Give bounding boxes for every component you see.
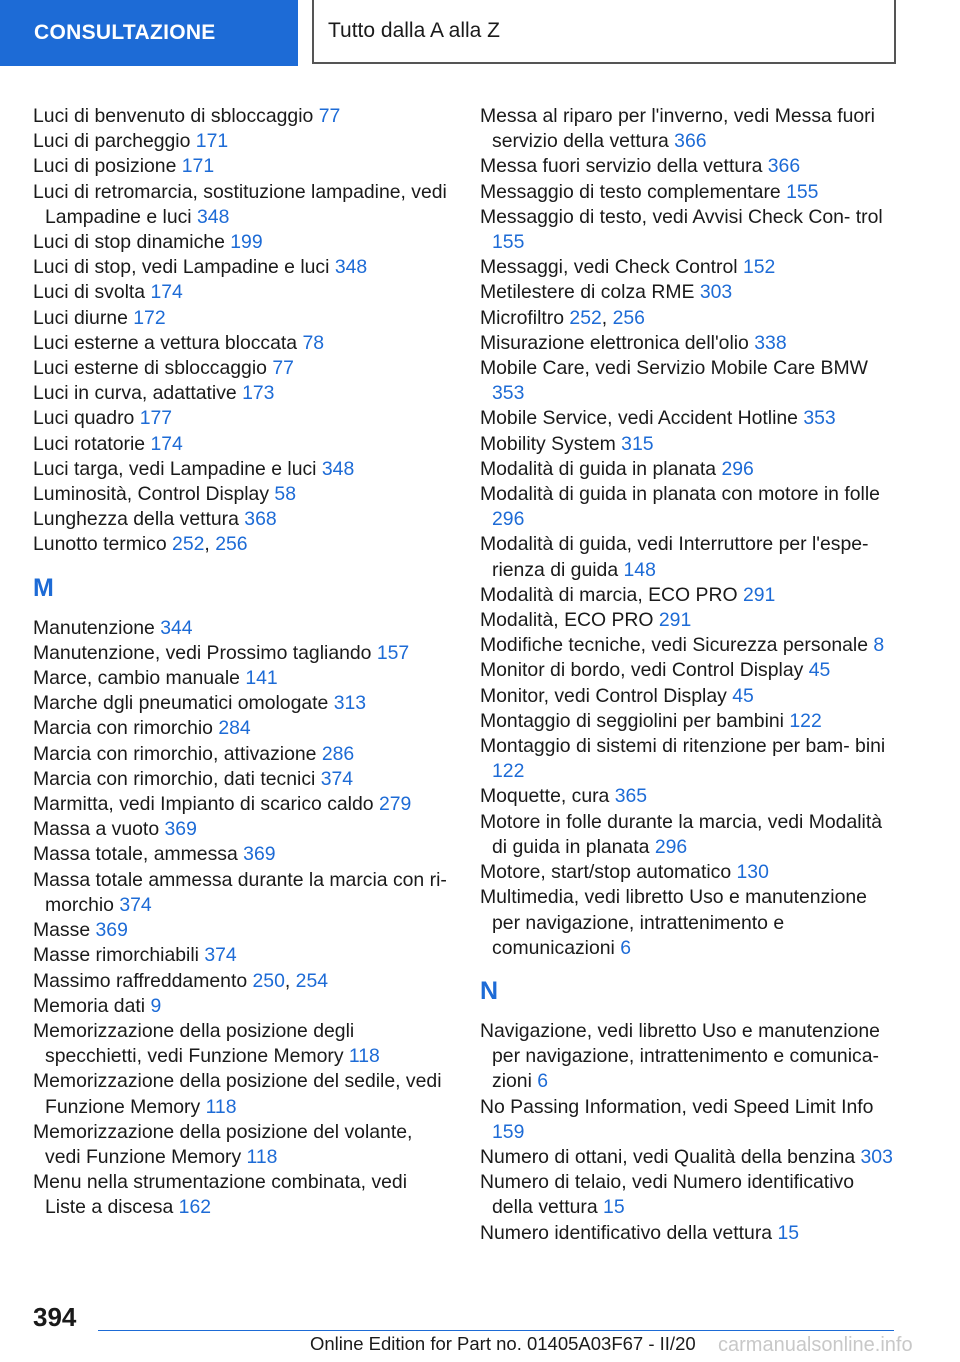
index-entry-text: Montaggio di sistemi di ritenzione per bam- bini <box>480 735 886 758</box>
page-ref-link[interactable]: 256 <box>215 533 248 556</box>
index-entry-text: Modifiche tecniche, vedi Sicurezza personale <box>480 634 869 657</box>
index-entry-text: Multimedia, vedi libretto Uso e manutenzione per navigazione, intrattenimento e comunicazioni <box>480 886 867 959</box>
page-ref-link[interactable]: 122 <box>492 760 525 783</box>
page-ref-link[interactable]: 171 <box>181 155 215 178</box>
index-entry-text: Massa totale ammessa durante la marcia con ri- morchio <box>33 868 447 916</box>
index-entry-text: Masse rimorchiabili <box>33 944 199 967</box>
index-entry <box>33 457 448 482</box>
index-entry-text: No Passing Information, vedi Speed Limit Info <box>480 1095 874 1118</box>
index-entry-text: Navigazione, vedi libretto Uso e manutenzione per navigazione, intrattenimento e comunica- zioni <box>480 1019 880 1093</box>
index-entry <box>33 994 448 1019</box>
page-ref-link[interactable]: 291 <box>658 609 692 632</box>
page-ref-link[interactable]: 118 <box>246 1145 278 1168</box>
index-entry <box>33 716 448 741</box>
index-entry <box>33 1170 448 1220</box>
edition-label: Online Edition for Part no. 01405A03F67 - II/20 <box>310 1333 696 1354</box>
index-entry <box>33 154 448 179</box>
page-ref-link[interactable]: 15 <box>777 1221 800 1244</box>
index-entry <box>33 943 448 968</box>
index-entry-text: Motore, start/stop automatico <box>480 861 732 884</box>
index-entry-text: Marcia con rimorchio, dati tecnici <box>33 767 316 790</box>
index-entry-text: Messaggi, vedi Check Control <box>480 256 738 279</box>
index-entry-text: Marce, cambio manuale <box>33 667 240 690</box>
index-entry <box>33 691 448 716</box>
index-entry <box>480 180 900 205</box>
page-ref-link[interactable]: 77 <box>272 357 294 380</box>
page-ref-separator: , <box>601 306 613 329</box>
index-entry <box>33 969 448 994</box>
index-entry-text: Lunghezza della vettura <box>33 508 239 531</box>
index-entry <box>33 331 448 356</box>
page-ref-link[interactable]: 252 <box>172 533 205 556</box>
index-entry <box>33 1069 448 1119</box>
page-ref-link[interactable]: 353 <box>803 407 836 430</box>
index-entry-text: Menu nella strumentazione combinata, vedi Liste a discesa <box>33 1171 408 1219</box>
index-entry-text: Lunotto termico <box>33 533 167 556</box>
page-ref-link[interactable]: 45 <box>808 659 831 682</box>
page-ref-link[interactable]: 174 <box>150 432 183 455</box>
page-ref-link[interactable]: 256 <box>612 306 645 329</box>
page-ref-link[interactable]: 252 <box>569 306 602 329</box>
page-ref-link[interactable]: 6 <box>537 1070 549 1093</box>
index-entry <box>480 860 900 885</box>
page-ref-link[interactable]: 366 <box>767 155 801 178</box>
index-entry-text: Luci di stop, vedi Lampadine e luci <box>33 256 330 279</box>
page-ref-link[interactable]: 315 <box>621 432 654 455</box>
index-entry <box>33 868 448 918</box>
index-entry <box>33 230 448 255</box>
index-entry-text: Marche dgli pneumatici omologate <box>33 692 329 715</box>
index-entry <box>480 406 900 431</box>
page-ref-link[interactable]: 369 <box>95 919 128 942</box>
page-ref-link[interactable]: 118 <box>205 1095 237 1118</box>
page-ref-link[interactable]: 296 <box>492 508 525 531</box>
page-ref-link[interactable]: 348 <box>197 205 230 228</box>
index-entry-text: Luci diurne <box>33 306 128 329</box>
page-ref-link[interactable]: 374 <box>204 944 237 967</box>
index-entry <box>33 792 448 817</box>
index-entry-text: Luminosità, Control Display <box>33 483 270 506</box>
index-entry <box>33 918 448 943</box>
index-entry-text: Numero di ottani, vedi Qualità della benzina <box>480 1145 856 1168</box>
page-ref-link[interactable]: 296 <box>721 457 754 480</box>
index-entry <box>33 381 448 406</box>
index-entry-text: Luci rotatorie <box>33 432 146 455</box>
index-entry-text: Numero identificativo della vettura <box>480 1221 773 1244</box>
index-entry-text: Luci targa, vedi Lampadine e luci <box>33 457 317 480</box>
index-entry <box>480 432 900 457</box>
page-ref-link[interactable]: 174 <box>150 281 183 304</box>
index-entry <box>33 129 448 154</box>
index-entry-text: Luci esterne di sbloccaggio <box>33 357 267 380</box>
index-entry <box>480 457 900 482</box>
index-entry <box>33 817 448 842</box>
index-entry-text: Memoria dati <box>33 994 146 1017</box>
index-entry-text: Manutenzione <box>33 616 155 639</box>
index-entry <box>480 154 900 179</box>
index-entry <box>33 742 448 767</box>
index-entry-text: Messa al riparo per l'inverno, vedi Messa fuori servizio della vettura <box>480 105 875 153</box>
page-ref-link[interactable]: 368 <box>244 508 277 531</box>
index-entry-text: Montaggio di seggiolini per bambini <box>480 709 784 732</box>
index-letter-heading: N <box>480 976 499 1005</box>
index-entry-text: Mobile Service, vedi Accident Hotline <box>480 407 798 430</box>
page-ref-link[interactable]: 348 <box>321 457 355 480</box>
index-entry <box>480 280 900 305</box>
page-number: 394 <box>33 1302 77 1332</box>
page-ref-link[interactable]: 141 <box>245 667 278 690</box>
index-entry <box>33 532 448 557</box>
page-header <box>0 0 960 66</box>
index-column-left <box>33 104 448 1221</box>
index-entry-text: Luci di svolta <box>33 281 146 304</box>
index-column-right <box>480 104 900 1246</box>
index-entry-text: Memorizzazione della posizione del volante, vedi Funzione Memory <box>33 1120 413 1168</box>
page-ref-link[interactable]: 15 <box>603 1196 625 1219</box>
index-entry <box>480 658 900 683</box>
page-ref-link[interactable]: 313 <box>333 692 367 715</box>
index-entry <box>480 1019 900 1095</box>
page-ref-link[interactable]: 279 <box>378 793 412 816</box>
index-entry <box>480 482 900 532</box>
page-ref-link[interactable]: 78 <box>302 331 325 354</box>
index-entry <box>33 666 448 691</box>
index-entry <box>480 306 900 331</box>
page-ref-link[interactable]: 303 <box>860 1145 893 1168</box>
index-entry-text: Messaggio di testo complementare <box>480 180 781 203</box>
index-entry <box>33 180 448 230</box>
index-entry-text: Metilestere di colza RME <box>480 281 695 304</box>
index-entry-text: Manutenzione, vedi Prossimo tagliando <box>33 641 372 664</box>
index-entry <box>33 842 448 867</box>
index-entry-text: Memorizzazione della posizione del sedile, vedi Funzione Memory <box>33 1070 442 1118</box>
index-entry <box>480 633 900 658</box>
page-ref-link[interactable]: 374 <box>320 767 354 790</box>
page-ref-link[interactable]: 369 <box>243 843 276 866</box>
index-entry <box>33 1019 448 1069</box>
page-ref-link[interactable]: 130 <box>736 861 769 884</box>
index-entry-text: Mobility System <box>480 432 616 455</box>
index-entry-text: Monitor di bordo, vedi Control Display <box>480 659 804 682</box>
index-entry <box>480 104 900 154</box>
index-entry <box>33 104 448 129</box>
index-entry <box>33 1120 448 1170</box>
index-entry <box>33 356 448 381</box>
index-entry <box>480 810 900 860</box>
page-ref-link[interactable]: 250 <box>252 969 285 992</box>
page-ref-link[interactable]: 148 <box>623 558 656 581</box>
page-ref-link[interactable]: 284 <box>218 717 251 740</box>
index-entry <box>480 356 900 406</box>
index-entry-text: Marcia con rimorchio, attivazione <box>33 742 317 765</box>
index-entry-text: Modalità, ECO PRO <box>480 609 654 632</box>
page-ref-link[interactable]: 58 <box>274 483 296 506</box>
index-entry-text: Messa fuori servizio della vettura <box>480 155 763 178</box>
page-ref-separator: , <box>204 533 216 556</box>
index-entry <box>480 1170 900 1220</box>
page-ref-link[interactable]: 338 <box>754 331 787 354</box>
index-entry-text: Marcia con rimorchio <box>33 717 213 740</box>
index-entry-text: Monitor, vedi Control Display <box>480 684 727 707</box>
index-entry <box>480 331 900 356</box>
index-entry <box>480 784 900 809</box>
page-ref-link[interactable]: 172 <box>133 306 166 329</box>
chapter-title: Tutto dalla A alla Z <box>312 0 896 64</box>
page-ref-link[interactable]: 162 <box>178 1196 212 1219</box>
page-ref-link[interactable]: 344 <box>160 616 193 639</box>
index-entry-text: Microfiltro <box>480 306 565 329</box>
page-ref-link[interactable]: 296 <box>654 835 688 858</box>
index-letter-heading: M <box>33 573 54 602</box>
index-entry-text: Modalità di guida, vedi Interruttore per l'espe- rienza di guida <box>480 533 869 581</box>
index-entry-text: Messaggio di testo, vedi Avvisi Check Con- trol <box>480 205 883 228</box>
index-entry <box>480 532 900 582</box>
index-entry-text: Mobile Care, vedi Servizio Mobile Care BMW <box>480 357 868 380</box>
page-ref-link[interactable]: 9 <box>150 994 162 1017</box>
index-entry <box>480 734 900 784</box>
page-ref-link[interactable]: 374 <box>119 893 152 916</box>
footer-divider <box>98 1330 894 1331</box>
page-ref-link[interactable]: 155 <box>492 231 525 254</box>
index-entry <box>33 482 448 507</box>
index-entry-text: Massa totale, ammessa <box>33 843 238 866</box>
page-ref-link[interactable]: 366 <box>674 130 707 153</box>
page-ref-link[interactable]: 152 <box>742 256 776 279</box>
index-entry-text: Modalità di marcia, ECO PRO <box>480 583 738 606</box>
index-entry <box>480 1221 900 1246</box>
index-entry <box>480 1095 900 1145</box>
index-entry-text: Memorizzazione della posizione degli specchietti, vedi Funzione Memory <box>33 1019 355 1068</box>
page-ref-link[interactable]: 157 <box>376 641 410 664</box>
index-entry <box>480 608 900 633</box>
index-entry-text: Massa a vuoto <box>33 818 160 841</box>
page-ref-link[interactable]: 155 <box>786 180 819 203</box>
page-ref-link[interactable]: 286 <box>321 742 355 765</box>
index-entry-text: Luci in curva, adattative <box>33 382 237 405</box>
page-ref-link[interactable]: 369 <box>164 818 197 841</box>
page-ref-separator: , <box>284 969 296 992</box>
watermark: carmanualsonline.info <box>718 1334 913 1356</box>
index-entry <box>33 280 448 305</box>
index-entry <box>480 709 900 734</box>
index-entry-text: Luci di posizione <box>33 155 177 178</box>
index-entry <box>33 767 448 792</box>
page-ref-link[interactable]: 171 <box>195 130 229 153</box>
index-entry <box>480 255 900 280</box>
index-entry-text: Moquette, cura <box>480 785 610 808</box>
page-ref-link[interactable]: 77 <box>318 105 341 127</box>
index-entry <box>480 1145 900 1170</box>
page-ref-link[interactable]: 173 <box>242 382 275 405</box>
page-ref-link[interactable]: 353 <box>492 382 525 405</box>
page-ref-link[interactable]: 45 <box>732 684 754 707</box>
page-ref-link[interactable]: 6 <box>620 936 632 959</box>
index-entry-text: Masse <box>33 919 91 942</box>
index-entry <box>480 684 900 709</box>
page-ref-link[interactable]: 365 <box>614 785 648 808</box>
index-entry <box>33 306 448 331</box>
page-ref-link[interactable]: 303 <box>699 281 733 304</box>
index-entry <box>33 616 448 641</box>
index-entry <box>480 205 900 255</box>
index-entry-text: Modalità di guida in planata <box>480 457 717 480</box>
page-ref-link[interactable]: 254 <box>295 969 329 992</box>
index-entry <box>33 507 448 532</box>
index-entry-text: Luci di parcheggio <box>33 130 191 153</box>
index-entry-text: Massimo raffreddamento <box>33 969 248 992</box>
index-entry-text: Numero di telaio, vedi Numero identificativo della vettura <box>480 1171 854 1219</box>
section-tab: CONSULTAZIONE <box>0 0 298 66</box>
index-entry <box>33 406 448 431</box>
index-entry-text: Misurazione elettronica dell'olio <box>480 331 749 354</box>
index-entry <box>480 885 900 961</box>
page-ref-link[interactable]: 8 <box>873 634 885 657</box>
index-entry <box>33 641 448 666</box>
index-entry <box>33 255 448 280</box>
index-entry-text: Luci di retromarcia, sostituzione lampadine, vedi Lampadine e luci <box>33 180 447 228</box>
index-entry-text: Luci di benvenuto di sbloccaggio <box>33 105 314 127</box>
index-entry-text: Motore in folle durante la marcia, vedi Modalità di guida in planata <box>480 810 883 858</box>
page-ref-link[interactable]: 159 <box>492 1120 525 1143</box>
page-ref-link[interactable]: 348 <box>334 256 368 279</box>
page-ref-link[interactable]: 291 <box>742 583 776 606</box>
index-entry <box>33 432 448 457</box>
index-entry-text: Luci esterne a vettura bloccata <box>33 331 298 354</box>
index-entry-text: Marmitta, vedi Impianto di scarico caldo <box>33 793 374 816</box>
index-entry-text: Luci quadro <box>33 407 135 430</box>
page-ref-link[interactable]: 199 <box>230 231 263 254</box>
page-ref-link[interactable]: 122 <box>789 709 822 732</box>
index-entry <box>480 583 900 608</box>
page-ref-link[interactable]: 177 <box>139 407 173 430</box>
page-ref-link[interactable]: 118 <box>348 1045 380 1068</box>
index-entry-text: Luci di stop dinamiche <box>33 231 225 254</box>
index-entry-text: Modalità di guida in planata con motore in folle <box>480 483 880 506</box>
